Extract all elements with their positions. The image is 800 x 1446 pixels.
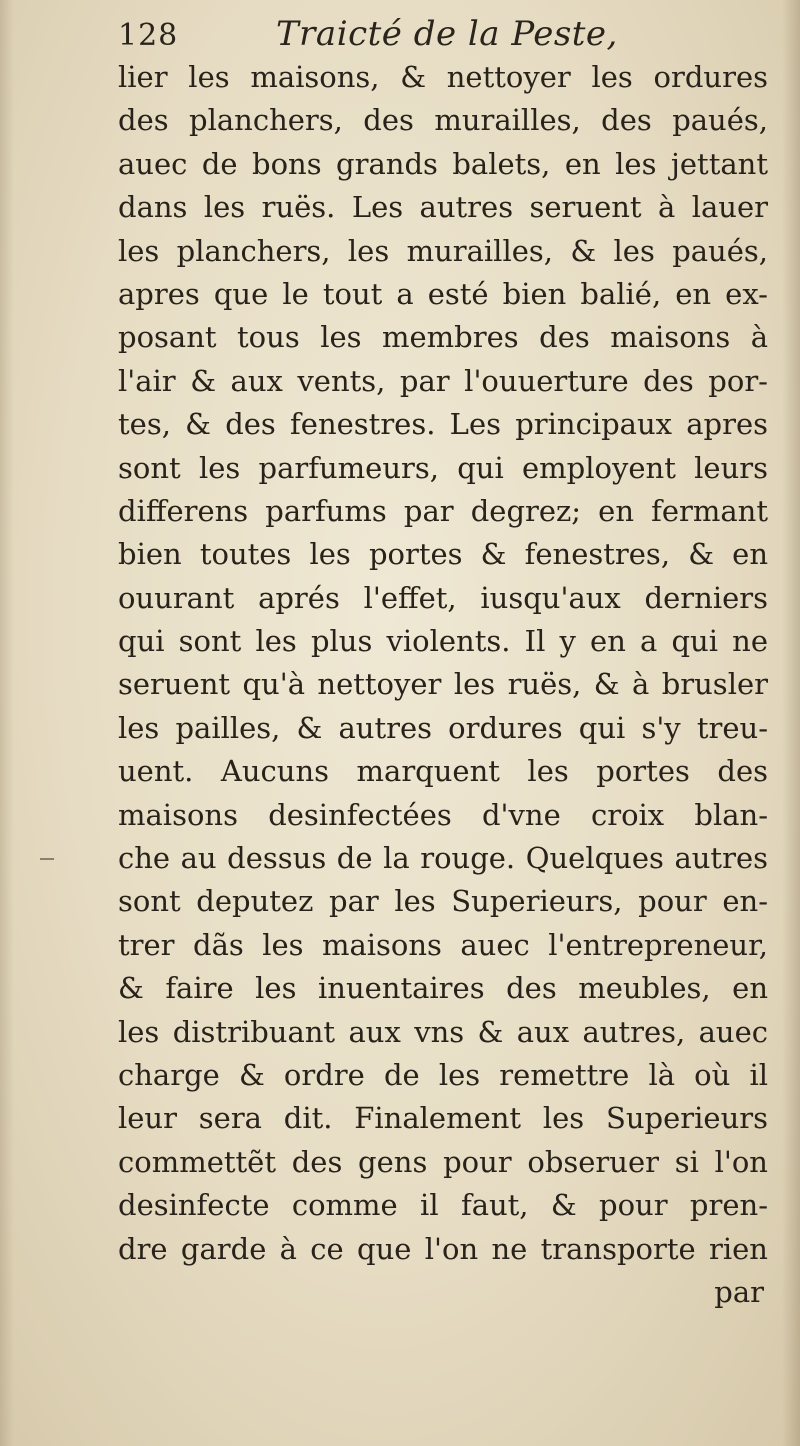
body-text <box>118 56 768 1314</box>
catchword: par <box>714 1274 764 1309</box>
text-line: sont deputez par les Superieurs, pour en- <box>118 884 768 919</box>
text-line: trer dãs les maisons auec l'entrepreneur, <box>118 927 768 962</box>
text-line: leur sera dit. Finalement les Superieurs <box>118 1101 768 1136</box>
text-line: des planchers, des murailles, des paués, <box>118 103 768 138</box>
margin-mark <box>40 858 54 860</box>
text-line: & faire les inuentaires des meubles, en <box>118 971 768 1006</box>
text-line: seruent qu'à nettoyer les ruës, & à brusler <box>118 667 768 702</box>
text-line: les distribuant aux vns & aux autres, auec <box>118 1014 768 1049</box>
text-line: commettẽt des gens pour obseruer si l'on <box>118 1144 768 1179</box>
text-line: tes, & des fenestres. Les principaux apres <box>118 407 768 442</box>
running-title: Traicté de la Peste, <box>276 14 618 54</box>
text-line: apres que le tout a esté bien balié, en ex- <box>118 276 768 311</box>
text-line: charge & ordre de les remettre là où il <box>118 1057 768 1092</box>
text-line: lier les maisons, & nettoyer les ordures <box>118 60 768 94</box>
text-line: les pailles, & autres ordures qui s'y treu- <box>118 710 768 745</box>
text-line: bien toutes les portes & fenestres, & en <box>118 537 768 572</box>
text-line: posant tous les membres des maisons à <box>118 320 768 355</box>
text-line: auec de bons grands balets, en les jettant <box>118 146 768 181</box>
running-head <box>118 14 758 58</box>
page-shadow-right <box>782 0 800 1446</box>
text-line: uent. Aucuns marquent les portes des <box>118 754 768 789</box>
text-line: les planchers, les murailles, & les paués, <box>118 233 768 268</box>
page-shadow-left <box>0 0 14 1446</box>
text-line: l'air & aux vents, par l'ouuerture des por- <box>118 363 768 398</box>
text-line: sont les parfumeurs, qui employent leurs <box>118 450 768 485</box>
text-line: dans les ruës. Les autres seruent à lauer <box>118 190 768 225</box>
page-number: 128 <box>118 18 179 53</box>
text-line: desinfecte comme il faut, & pour pren- <box>118 1188 768 1223</box>
text-line: che au dessus de la rouge. Quelques autres <box>118 841 768 876</box>
text-line: dre garde à ce que l'on ne transporte rien <box>118 1231 768 1266</box>
text-line: ouurant aprés l'effet, iusqu'aux derniers <box>118 580 768 615</box>
text-line: qui sont les plus violents. Il y en a qui ne <box>118 624 768 659</box>
text-line: differens parfums par degrez; en fermant <box>118 493 768 528</box>
text-line: maisons desinfectées d'vne croix blan- <box>118 797 768 832</box>
